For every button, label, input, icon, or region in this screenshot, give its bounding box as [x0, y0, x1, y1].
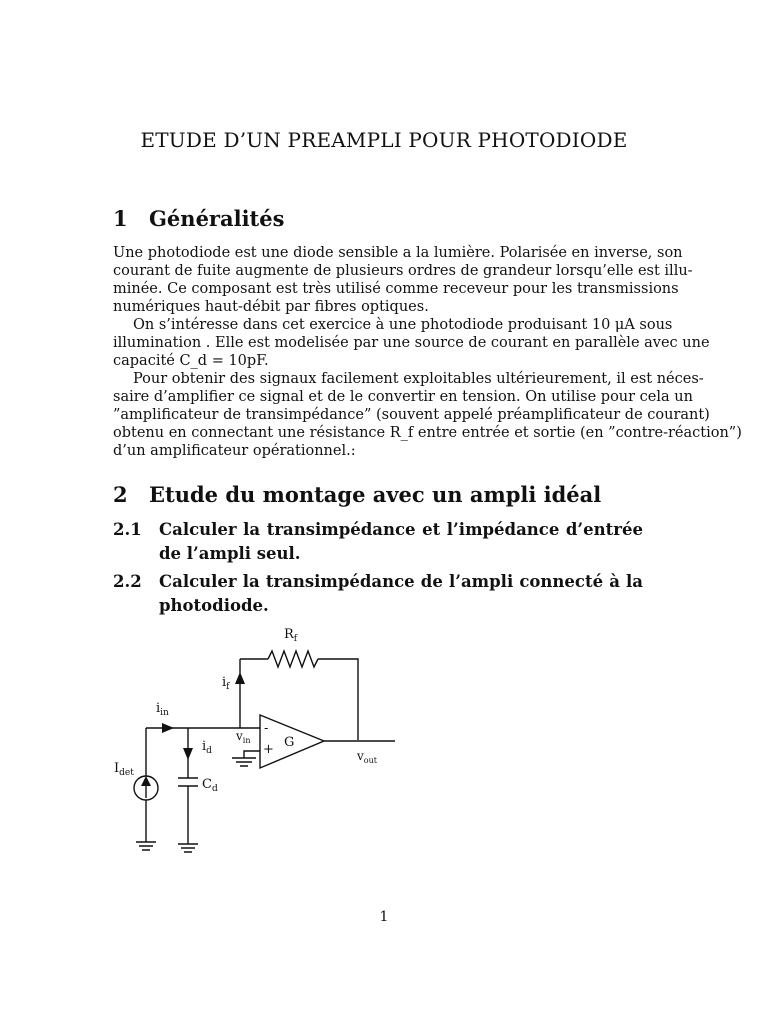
section-1-number: 1 [113, 206, 128, 231]
ground-capacitor [178, 844, 198, 852]
section-2-heading [113, 482, 601, 507]
paragraph-line: minée. Ce composant est très utilisé comme receveur pour les transmissions [113, 281, 679, 297]
label-rf: $R_f$ [284, 627, 298, 644]
id-arrowhead [183, 748, 193, 760]
paragraph-line: d’un amplificateur opérationnel.: [113, 443, 356, 459]
label-idet: $I_{det}$ [114, 761, 134, 778]
subsection-number: 2.1 [113, 520, 142, 539]
iin-arrowhead [162, 723, 174, 733]
label-vin: $v_{in}$ [236, 729, 251, 745]
resistor-rf [268, 651, 318, 667]
section-1-title: Généralités [149, 206, 285, 231]
paragraph-1 [113, 244, 693, 316]
subsection-line: Calculer la transimpédance et l’impédance d’entrée [159, 520, 643, 539]
ground-plus [232, 758, 256, 766]
current-source-arrowhead [141, 776, 151, 786]
label-plus: + [263, 742, 274, 757]
page-number: 1 [379, 909, 389, 925]
paragraph-line: obtenu en connectant une résistance R_f entre entrée et sortie (en ”contre-réaction”) [113, 425, 742, 441]
paragraph-line: ”amplificateur de transimpédance” (souvent appelé préamplificateur de courant) [113, 407, 710, 423]
label-vout: $v_{out}$ [357, 749, 377, 765]
paragraph-line: numériques haut-débit par fibres optiques. [113, 299, 429, 315]
label-id: $i_d$ [202, 739, 212, 756]
paragraph-line: capacité C_d = 10pF. [113, 353, 269, 369]
subsection-line: de l’ampli seul. [159, 544, 301, 563]
paragraph-line: saire d’amplifier ce signal et de le convertir en tension. On utilise pour cela un [113, 389, 693, 405]
label-iin: $i_{in}$ [156, 701, 169, 718]
paragraph-2 [113, 316, 710, 370]
paragraph-line: Une photodiode est une diode sensible a la lumière. Polarisée en inverse, son [113, 245, 683, 261]
subsection-line: photodiode. [159, 596, 269, 615]
paragraph-line: courant de fuite augmente de plusieurs ordres de grandeur lorsqu’elle est illu- [113, 263, 693, 279]
plus-input-wire [244, 751, 260, 758]
label-cd: $C_d$ [202, 777, 218, 794]
paragraph-line: Pour obtenir des signaux facilement exploitables ultérieurement, il est néces- [133, 371, 704, 387]
circuit-svg [110, 620, 410, 860]
paragraph-3 [113, 370, 742, 460]
section-1-heading [113, 206, 284, 231]
label-gain: G [284, 735, 295, 750]
paragraph-line: On s’intéresse dans cet exercice à une photodiode produisant 10 μA sous [133, 317, 673, 333]
transimpedance-circuit-diagram [110, 620, 410, 860]
section-2-number: 2 [113, 482, 128, 507]
subsection-line: Calculer la transimpédance de l’ampli connecté à la [159, 572, 643, 591]
if-arrowhead [235, 672, 245, 684]
ground-source [136, 842, 156, 850]
section-2-title: Etude du montage avec un ampli idéal [149, 482, 602, 507]
feedback-wire-right [318, 659, 358, 740]
label-if: $i_f$ [222, 675, 230, 692]
label-minus: - [264, 721, 269, 736]
capacitor-cd [178, 778, 198, 786]
subsection-number: 2.2 [113, 572, 142, 591]
page-title: ETUDE D’UN PREAMPLI POUR PHOTODIODE [140, 128, 628, 152]
paragraph-line: illumination . Elle est modelisée par une source de courant en parallèle avec une [113, 335, 710, 351]
